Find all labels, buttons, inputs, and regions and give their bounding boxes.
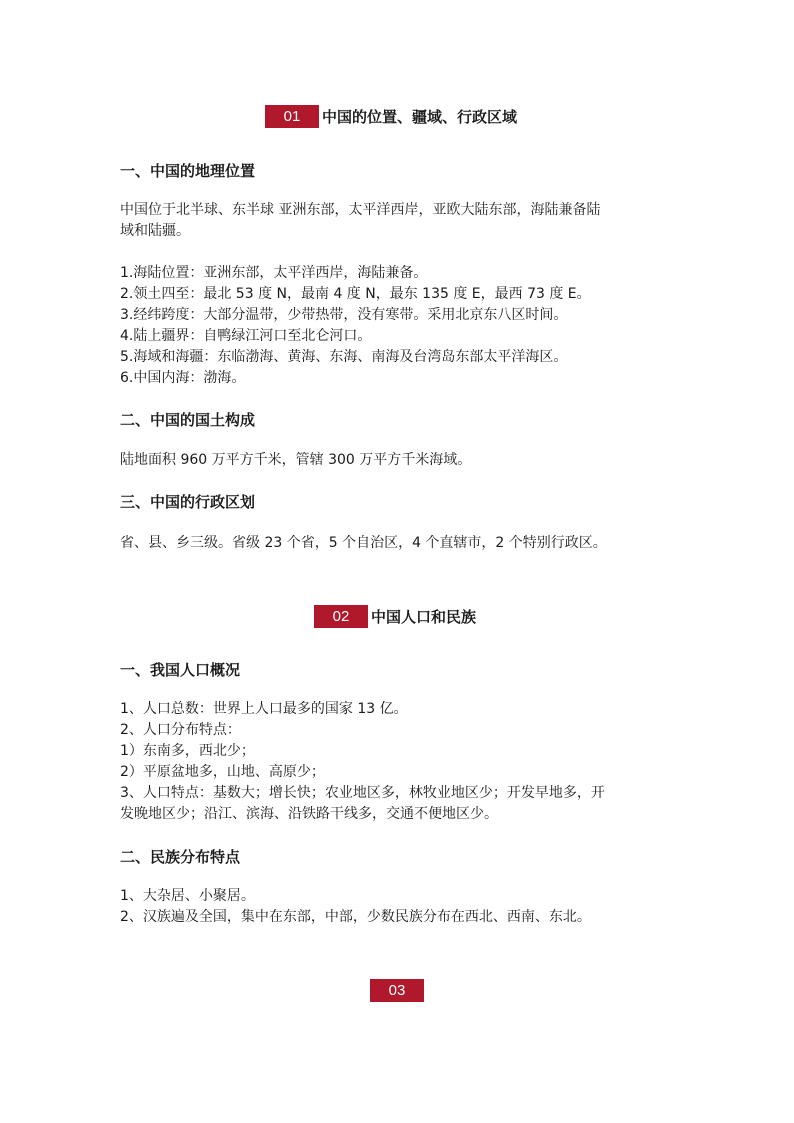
heading-geo-position: 一、中国的地理位置 <box>120 162 256 180</box>
section-title-text: 中国的位置、疆域、行政区域 <box>322 108 518 126</box>
paragraph <box>120 533 680 554</box>
section-02-title <box>314 605 476 628</box>
text-line: 1、大杂居、小聚居。 <box>120 888 255 904</box>
section-title-text: 中国人口和民族 <box>371 608 477 626</box>
text-line: 2、汉族遍及全国，集中在东部，中部，少数民族分布在西北、西南、东北。 <box>120 909 591 925</box>
section-number-badge: 02 <box>314 605 368 628</box>
heading-territory: 二、中国的国土构成 <box>120 411 256 429</box>
section-number-badge: 01 <box>265 105 319 128</box>
heading-population: 一、我国人口概况 <box>120 661 241 679</box>
text-line: 4.陆上疆界：自鸭绿江河口至北仑河口。 <box>120 328 372 344</box>
heading-ethnic: 二、民族分布特点 <box>120 848 241 866</box>
section-number-badge: 03 <box>370 979 424 1002</box>
text-line: 2、人口分布特点： <box>120 722 241 738</box>
text-line: 域和陆疆。 <box>120 223 190 239</box>
text-line: 5.海域和海疆：东临渤海、黄海、东海、南海及台湾岛东部太平洋海区。 <box>120 349 568 365</box>
text-line: 中国位于北半球、东半球 亚洲东部，太平洋西岸，亚欧大陆东部，海陆兼备陆 <box>120 202 601 218</box>
heading-admin-division: 三、中国的行政区划 <box>120 493 256 511</box>
text-line: 陆地面积 960 万平方千米，管辖 300 万平方千米海域。 <box>120 452 472 468</box>
text-line: 1、人口总数：世界上人口最多的国家 13 亿。 <box>120 701 408 717</box>
paragraph <box>120 200 680 242</box>
paragraph <box>120 699 680 825</box>
text-line: 2.领土四至：最北 53 度 N，最南 4 度 N，最东 135 度 E，最西 73 度 E。 <box>120 286 591 302</box>
text-line: 发晚地区少；沿江、滨海、沿铁路干线多，交通不便地区少。 <box>120 806 498 822</box>
section-03-title <box>370 979 424 1002</box>
paragraph <box>120 886 680 928</box>
text-line: 3.经纬跨度：大部分温带，少带热带，没有寒带。采用北京东八区时间。 <box>120 307 568 323</box>
text-line: 3、人口特点：基数大；增长快；农业地区多，林牧业地区少；开发早地多，开 <box>120 785 605 801</box>
paragraph <box>120 450 680 471</box>
text-line: 1）东南多，西北少； <box>120 743 255 759</box>
section-01-title <box>265 105 517 128</box>
text-line: 1.海陆位置：亚洲东部，太平洋西岸，海陆兼备。 <box>120 265 428 281</box>
text-line: 2）平原盆地多，山地、高原少； <box>120 764 325 780</box>
text-line: 6.中国内海：渤海。 <box>120 370 246 386</box>
text-line: 省、县、乡三级。省级 23 个省，5 个自治区，4 个直辖市，2 个特别行政区。 <box>120 535 607 551</box>
paragraph <box>120 263 680 389</box>
